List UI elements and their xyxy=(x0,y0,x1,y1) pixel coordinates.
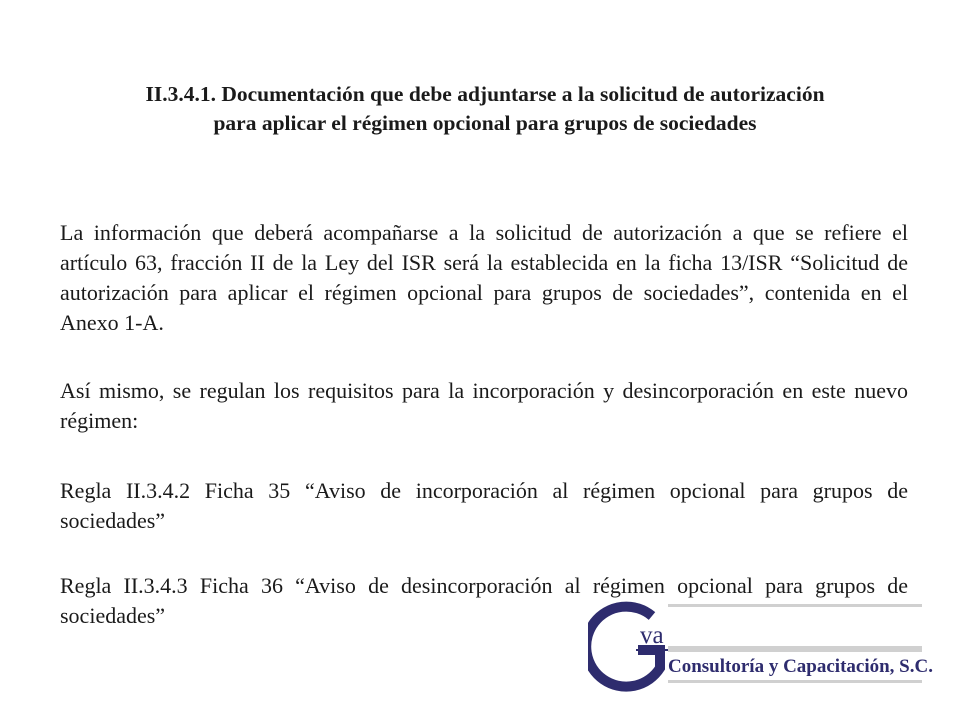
logo-va-letters: va xyxy=(640,622,664,649)
paragraph-rule-disincorporation: Regla II.3.4.3 Ficha 36 “Aviso de desincorporación al régimen opcional para grupos de sociedades” xyxy=(60,573,908,628)
logo-middle-band xyxy=(668,646,922,652)
company-logo xyxy=(588,600,933,692)
logo-tagline: Consultoría y Capacitación, S.C. xyxy=(668,656,933,677)
logo-top-band xyxy=(668,604,922,607)
logo-g-mark-icon xyxy=(588,600,922,692)
logo-bottom-band xyxy=(668,680,922,683)
page-title xyxy=(60,80,910,138)
paragraph-regulations: Así mismo, se regulan los requisitos para la incorporación y desincorporación en este nuevo régimen: xyxy=(60,378,908,433)
paragraph-requirements: La información que deberá acompañarse a la solicitud de autorización a que se refiere el artículo 63, fracción II de la Ley del ISR será la establecida en la ficha 13/ISR “Solicitud de autorización para aplicar el régimen opcional para grupos de sociedades”, contenida en el Anexo 1-A. xyxy=(60,220,908,335)
title-line-1: II.3.4.1. Documentación que debe adjuntarse a la solicitud de autorización xyxy=(145,82,825,107)
title-line-2: para aplicar el régimen opcional para grupos de sociedades xyxy=(213,111,757,136)
paragraph-rule-incorporation: Regla II.3.4.2 Ficha 35 “Aviso de incorporación al régimen opcional para grupos de sociedades” xyxy=(60,478,908,533)
